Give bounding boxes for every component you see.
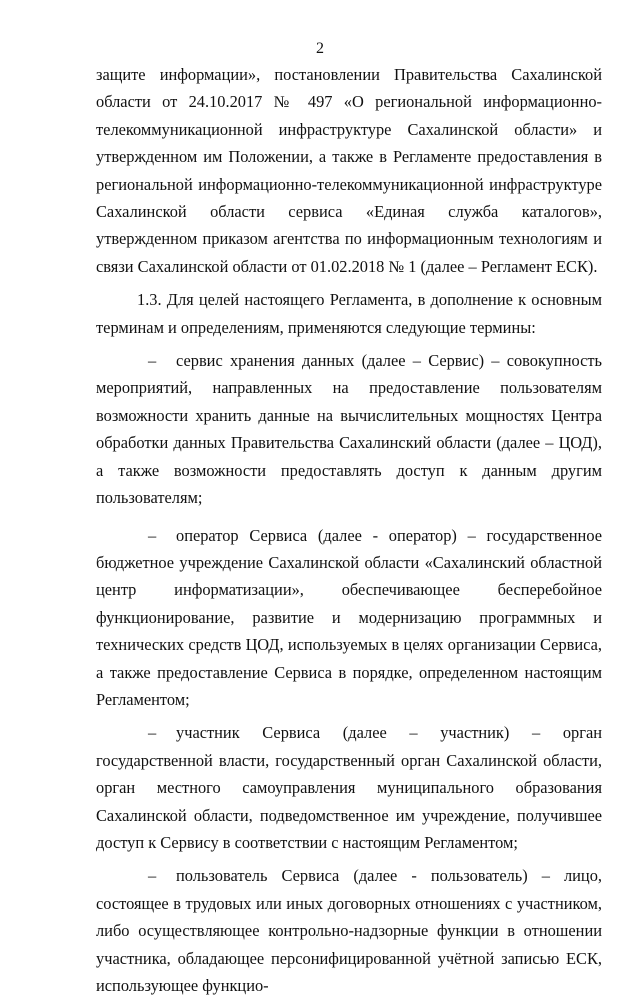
term-text: сервис хранения данных (далее – Сервис) – совокупность мероприятий, направленных на предоставление пользователям возможности хранить данные на вычислительных мощностях Центра обработки данных Правительства Сахалинский области (далее – ЦОД), а также возможности предоставлять доступ к данным другим пользователям; (96, 351, 602, 508)
dash-marker: – (148, 723, 157, 743)
dash-marker: – (148, 525, 157, 545)
term-participant (96, 719, 602, 856)
document-body (96, 61, 602, 999)
term-operator (96, 522, 602, 714)
page-number: 2 (316, 40, 324, 57)
dash-marker: – (148, 866, 157, 886)
term-text: оператор Сервиса (далее - оператор) – государственное бюджетное учреждение Сахалинской области «Сахалинский областной центр информатизации», обеспечивающее бесперебойное функционирование, развитие и модернизацию программных и технических средств ЦОД, используемых в целях организации Сервиса, а также предоставление Сервиса в порядке, определенном настоящим Регламентом; (96, 525, 602, 709)
term-text: пользователь Сервиса (далее - пользователь) – лицо, состоящее в трудовых или иных договорных отношениях с участником, либо осуществляющее контрольно-надзорные функции в отношении участника, обладающее персонифицированной учётной записью ЕСК, использующее функцио- (96, 866, 602, 995)
term-service (96, 347, 602, 511)
dash-marker: – (148, 351, 157, 371)
term-user (96, 862, 602, 999)
paragraph-clause-1-3: 1.3. Для целей настоящего Регламента, в дополнение к основным терминам и определениям, применяются следующие термины: (96, 290, 602, 337)
term-text: участник Сервиса (далее – участник) – орган государственной власти, государственный орган Сахалинской области, орган местного самоуправления муниципального образования Сахалинской области, подведомственное им учреждение, получившее доступ к Сервису в соответствии с настоящим Регламентом; (96, 723, 602, 852)
paragraph-continuation: защите информации», постановлении Правительства Сахалинской области от 24.10.2017 № 497 «О региональной информационно-телекоммуникационной инфраструктуре Сахалинской области» и утвержденном им Положении, а также в Регламенте предоставления в региональной информационно-телекоммуникационной инфраструктуре Сахалинской области сервиса «Единая служба каталогов», утвержденном приказом агентства по информационным технологиям и связи Сахалинской области от 01.02.2018 № 1 (далее – Регламент ЕСК). (96, 65, 602, 276)
